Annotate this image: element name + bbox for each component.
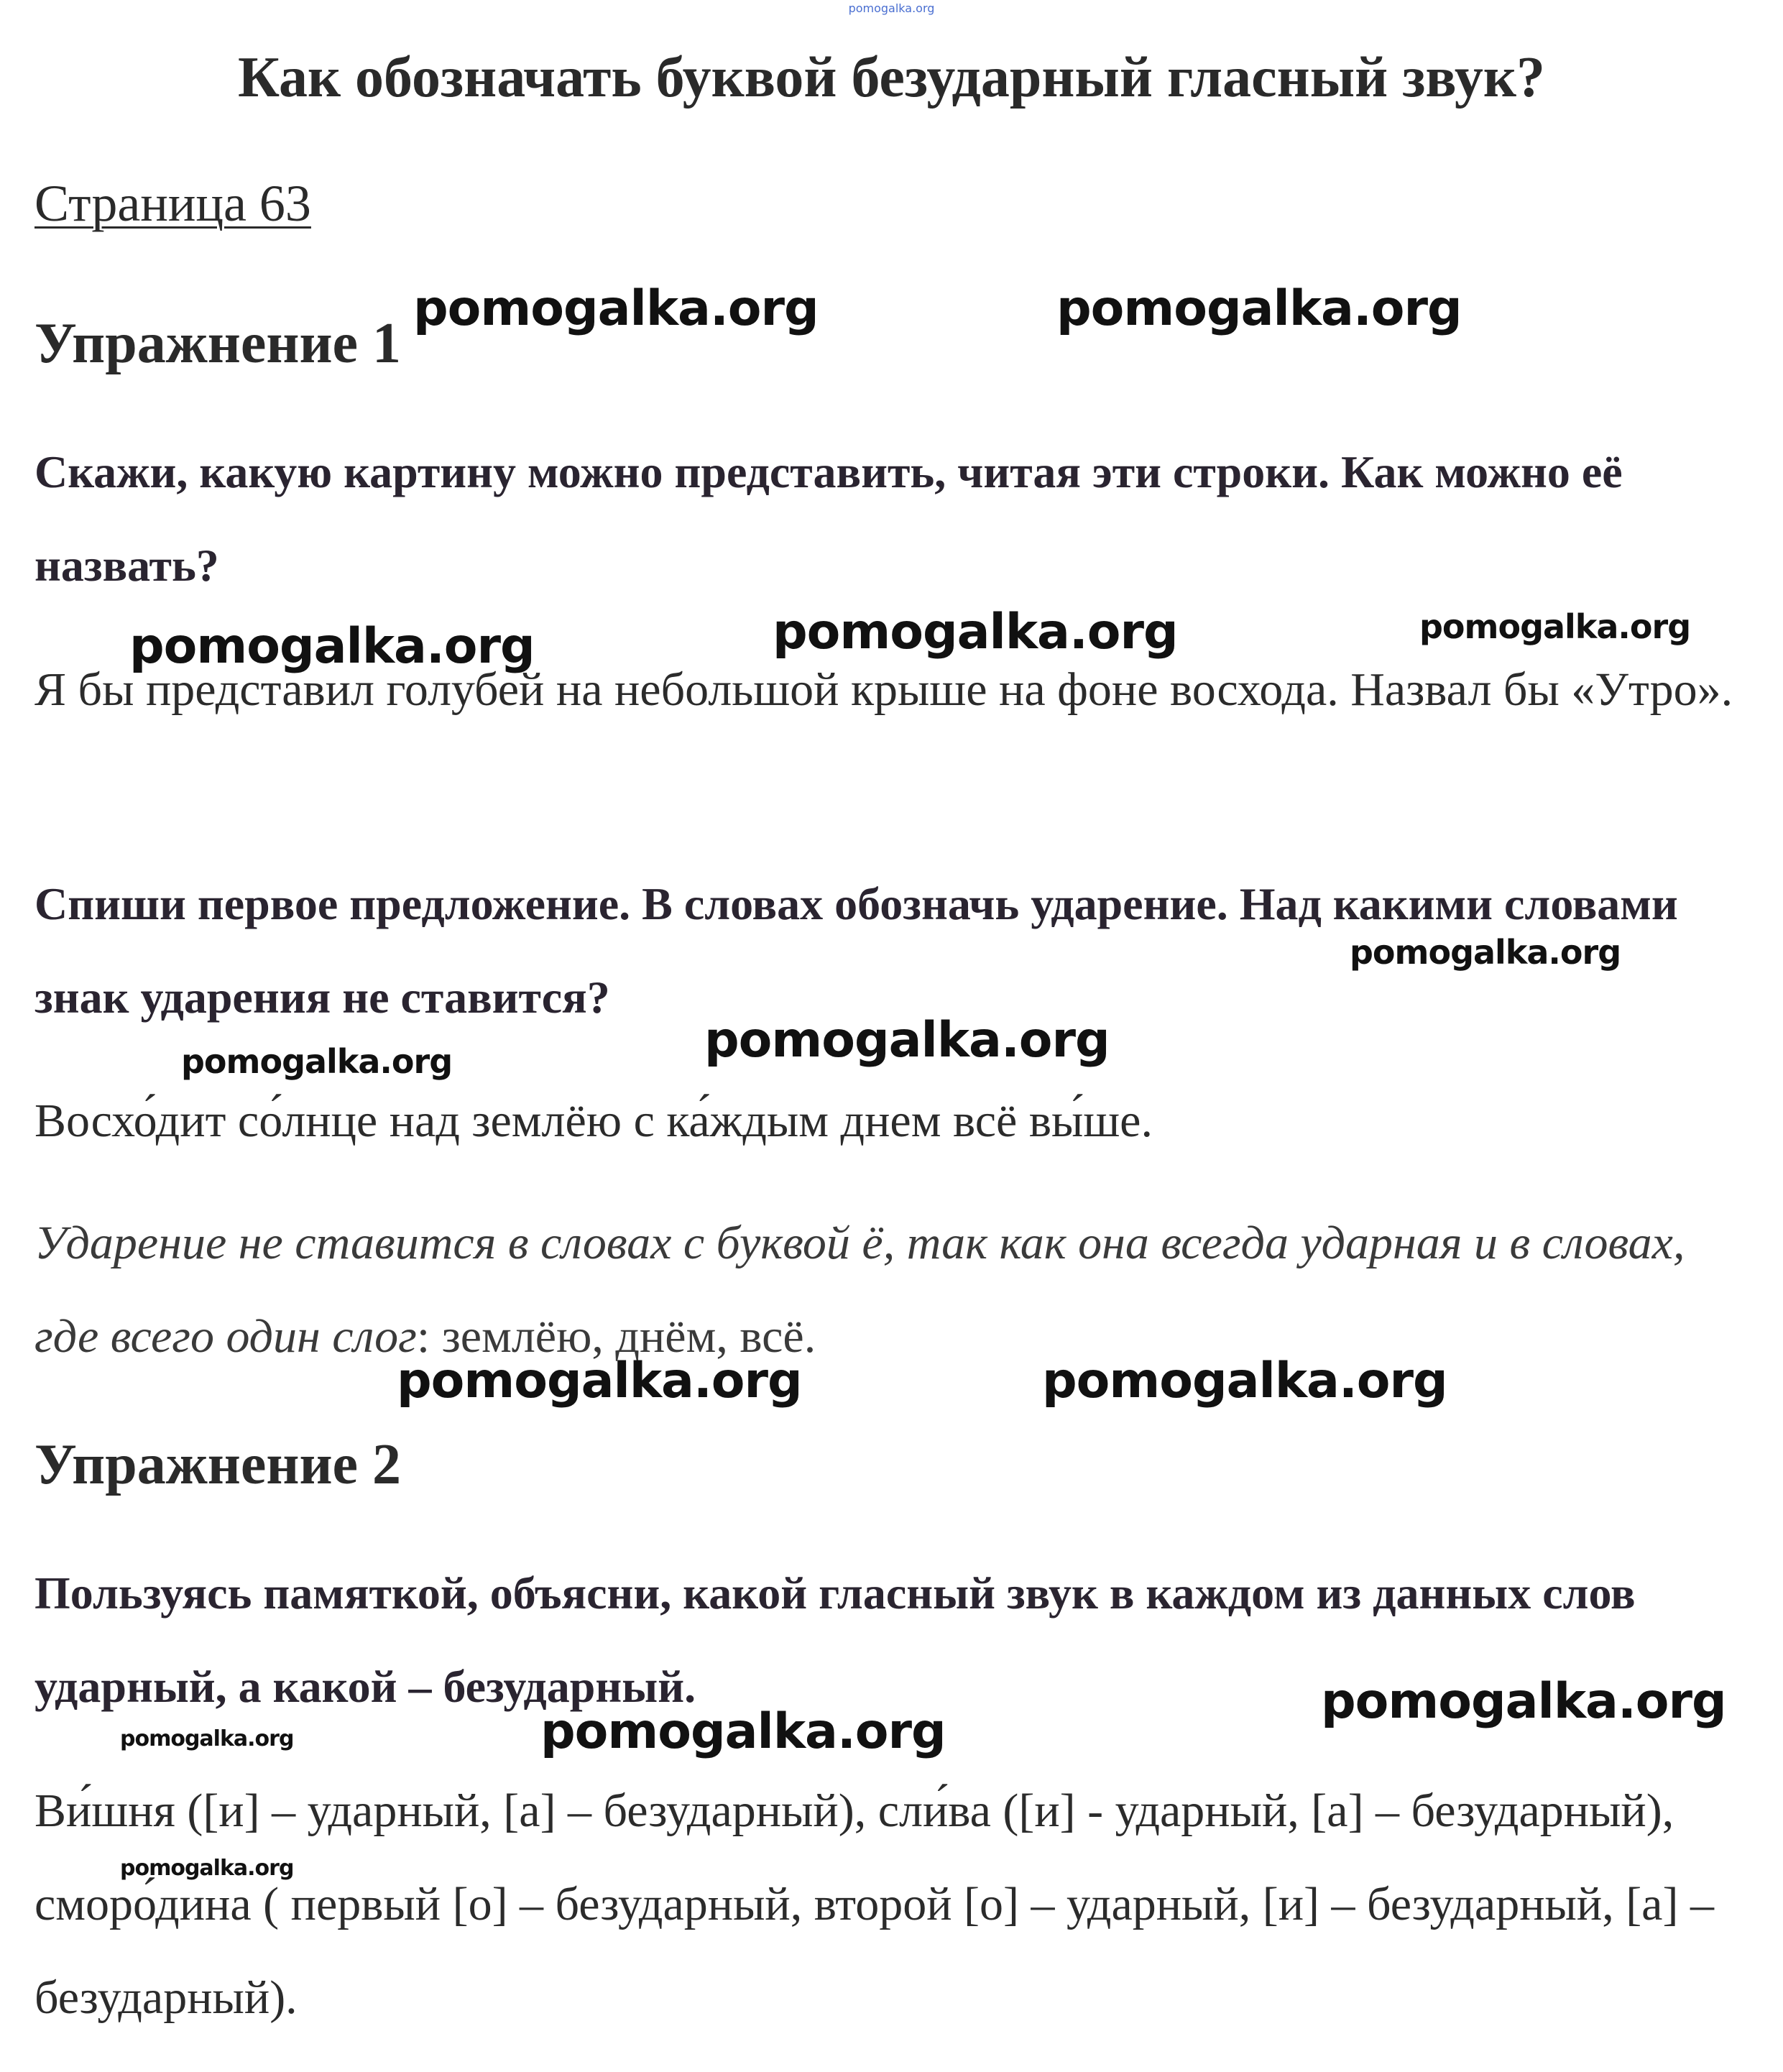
exercise-1-task-1: Скажи, какую картину можно представить, читая эти строки. Как можно её назвать? — [34, 446, 1623, 591]
watermark: pomogalka.org — [773, 604, 1178, 660]
watermark: pomogalka.org — [413, 280, 819, 337]
note-plain-text: : землёю, днём, всё. — [416, 1310, 816, 1363]
watermark: pomogalka.org — [181, 1042, 453, 1081]
page-title: Как обозначать буквой безударный гласный звук? — [238, 46, 1545, 109]
watermark: pomogalka.org — [1321, 1673, 1726, 1730]
watermark: pomogalka.org — [1042, 1353, 1447, 1409]
exercise-1-note — [34, 1197, 1759, 1383]
exercise-2-task: Пользуясь памяткой, объясни, какой гласный звук в каждом из данных слов ударный, а какой – безударный. — [34, 1567, 1636, 1712]
watermark: pomogalka.org — [129, 618, 535, 675]
exercise-1-task-2: Спиши первое предложение. В словах обозначь ударение. Над какими словами знак ударения не ставится? — [34, 878, 1678, 1023]
note-italic-text: Ударение не ставится в словах с буквой ё, так как она всегда ударная и в словах, где всего один слог — [34, 1217, 1685, 1363]
exercise-1-answer-2: Восхо́дит со́лнце над землёю с ка́ждым днем всё вы́ше. — [34, 1095, 1153, 1147]
watermark: pomogalka.org — [1056, 280, 1462, 337]
watermark: pomogalka.org — [1350, 933, 1621, 972]
exercise-2-answer: Ви́шня ([и] – ударный, [а] – безударный), сли́ва ([и] - ударный, [а] – безударный), сморо́дина ( первый [о] – безударный, второй [о] – ударный, [и] – безударный, [а] – безударный). — [34, 1785, 1714, 2024]
watermark: pomogalka.org — [397, 1353, 802, 1409]
watermark: pomogalka.org — [120, 1726, 294, 1751]
site-mark: pomogalka.org — [848, 1, 935, 15]
watermark: pomogalka.org — [1419, 607, 1691, 646]
exercise-1-heading: Упражнение 1 — [34, 312, 402, 375]
exercise-2-heading: Упражнение 2 — [34, 1433, 402, 1496]
page-number-label: Страница 63 — [34, 175, 311, 232]
watermark: pomogalka.org — [120, 1856, 294, 1881]
watermark: pomogalka.org — [704, 1012, 1110, 1069]
watermark: pomogalka.org — [540, 1703, 946, 1760]
exercise-1-answer-1: Я бы представил голубей на небольшой крыше на фоне восхода. Назвал бы «Утро». — [34, 663, 1733, 716]
